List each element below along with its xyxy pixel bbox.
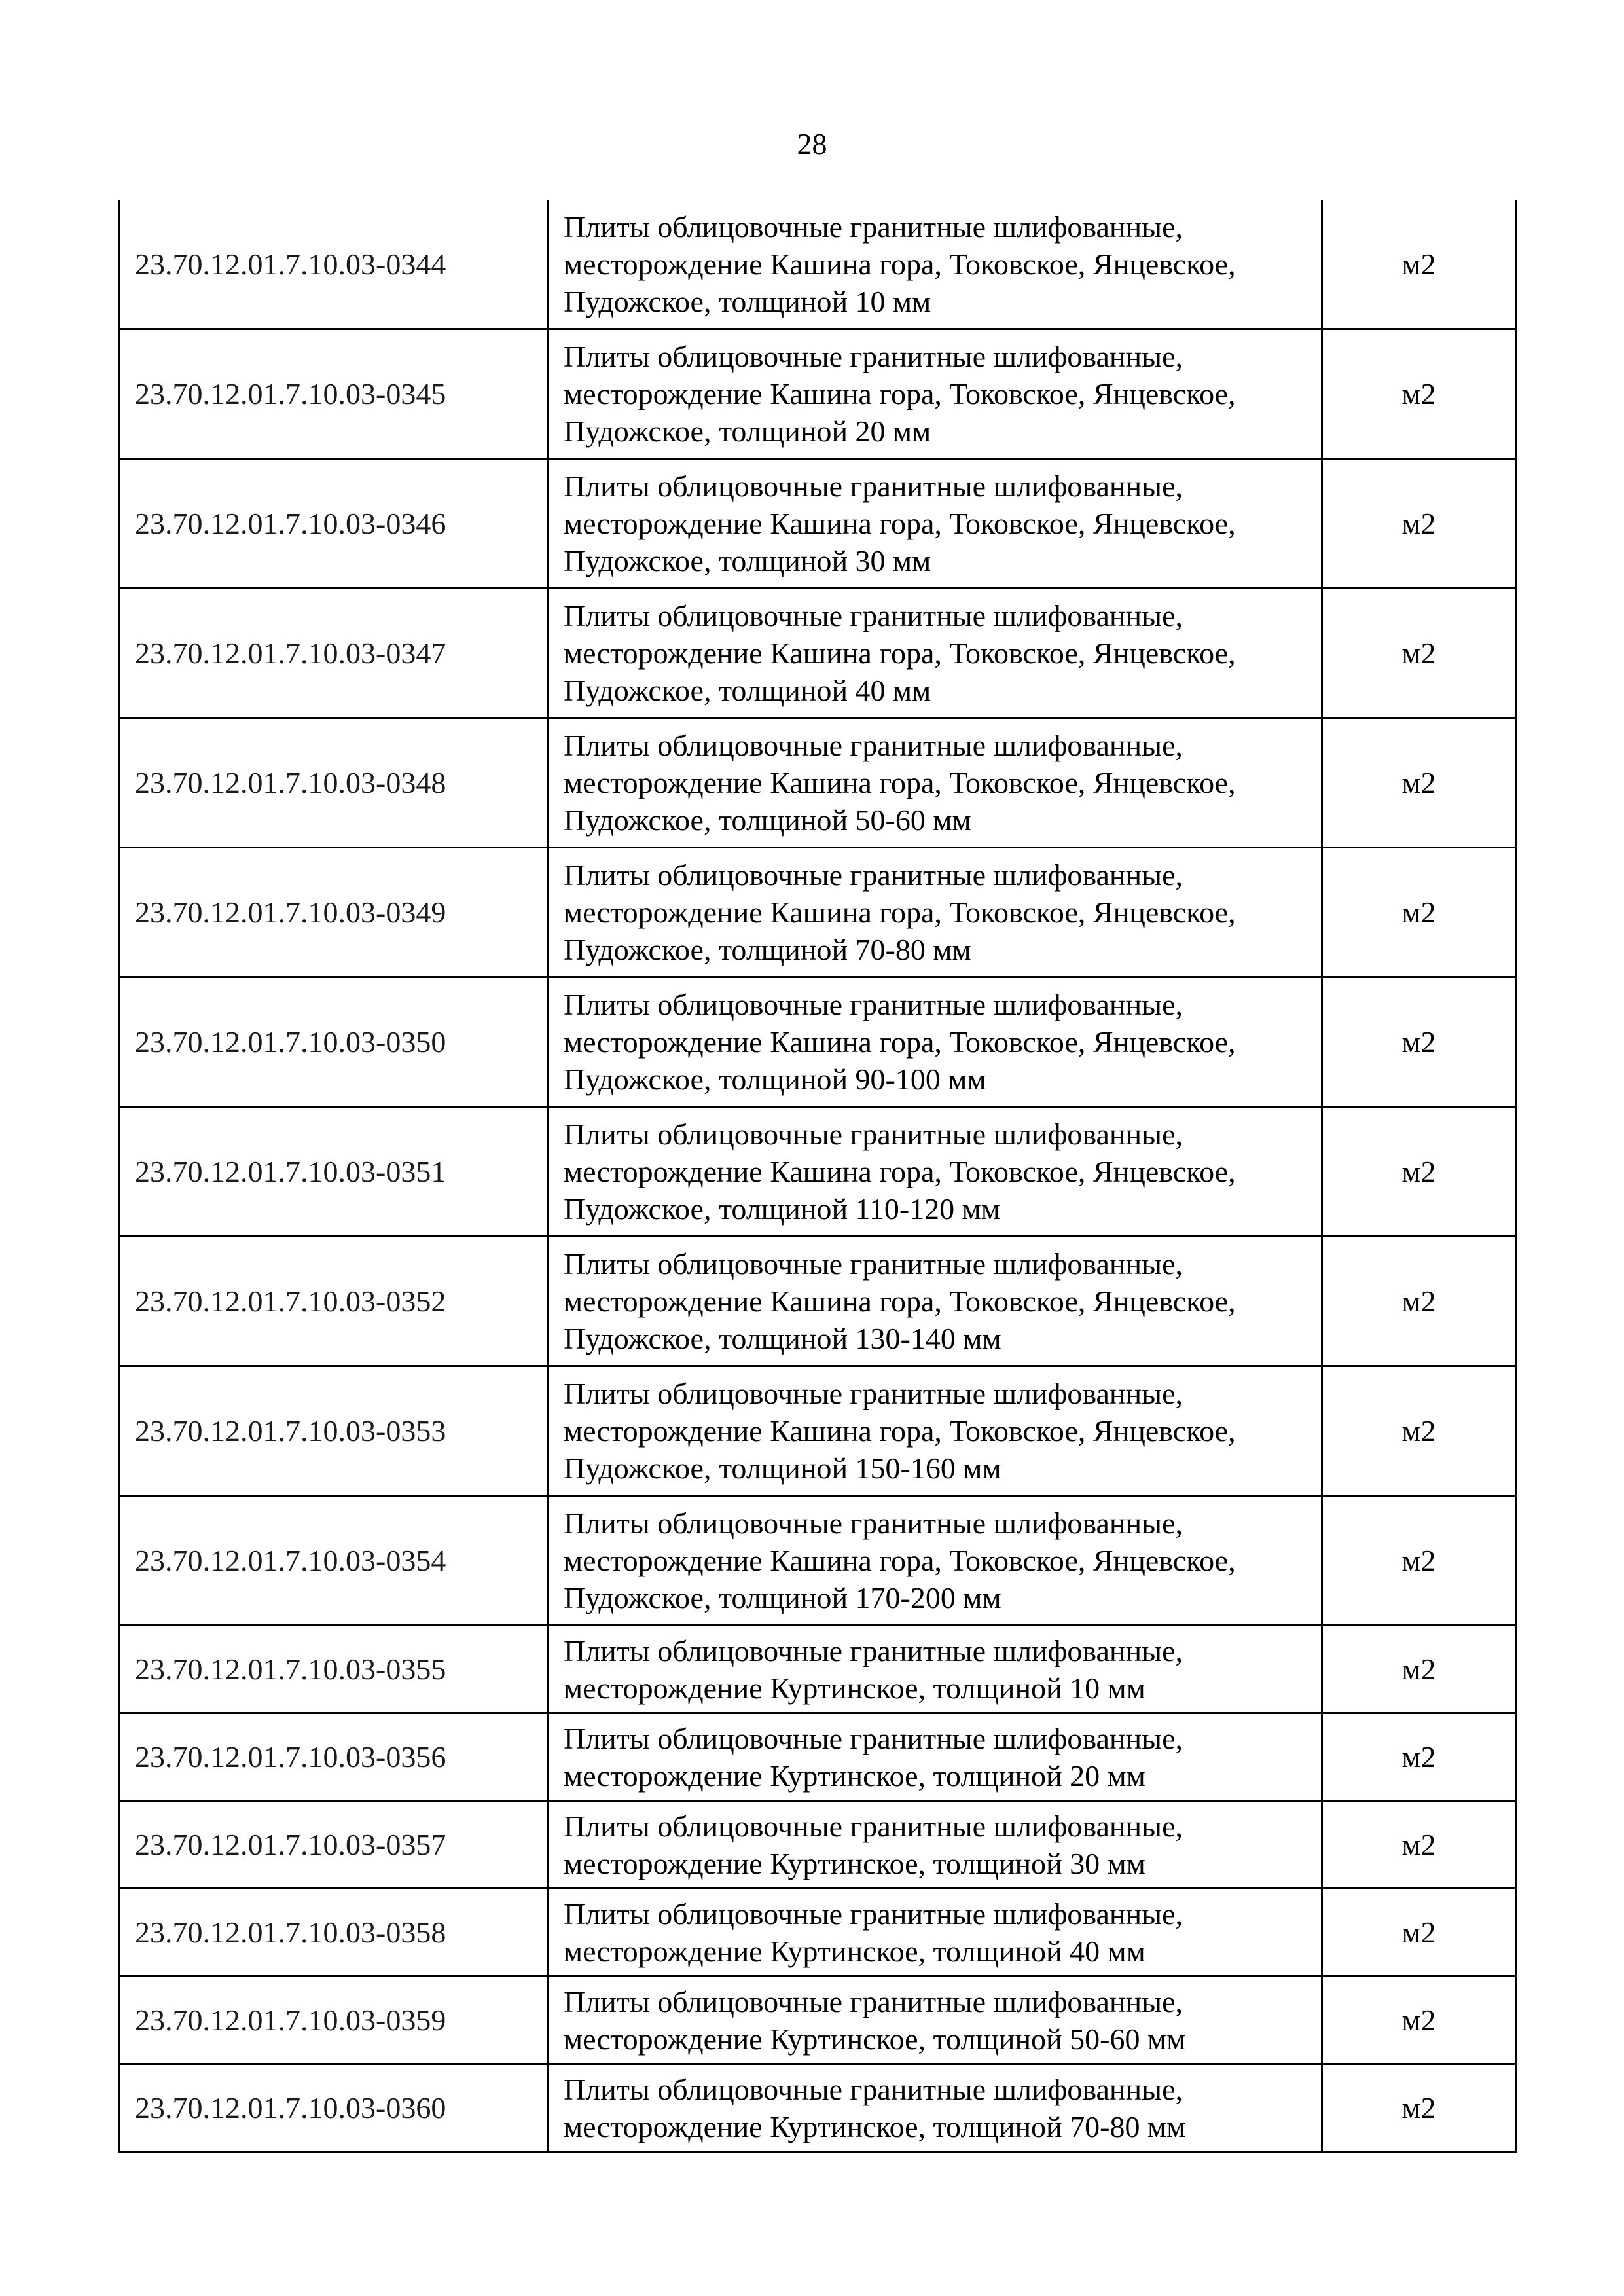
unit-of-measure: м2 bbox=[1322, 1107, 1516, 1237]
description-line: Плиты облицовочные гранитные шлифованные, bbox=[564, 1247, 1183, 1281]
resource-code: 23.70.12.01.7.10.03-0344 bbox=[120, 200, 549, 329]
description-line: месторождение Кашина гора, Токовское, Янцевское, bbox=[564, 1155, 1236, 1188]
unit-of-measure: м2 bbox=[1322, 1977, 1516, 2064]
unit-of-measure: м2 bbox=[1322, 1237, 1516, 1366]
description-line: месторождение Куртинское, толщиной 20 мм bbox=[564, 1758, 1146, 1793]
description-line: месторождение Кашина гора, Токовское, Янцевское, bbox=[564, 507, 1236, 540]
table-row bbox=[120, 1977, 1516, 2064]
resource-description bbox=[549, 718, 1322, 848]
resource-code: 23.70.12.01.7.10.03-0351 bbox=[120, 1107, 549, 1237]
unit-of-measure: м2 bbox=[1322, 718, 1516, 848]
resource-description bbox=[549, 1801, 1322, 1889]
table-row bbox=[120, 718, 1516, 848]
description-line: месторождение Кашина гора, Токовское, Янцевское, bbox=[564, 636, 1236, 670]
description-line: Пудожское, толщиной 30 мм bbox=[564, 544, 931, 577]
description-line: месторождение Кашина гора, Токовское, Янцевское, bbox=[564, 377, 1236, 410]
description-line: месторождение Куртинское, толщиной 30 мм bbox=[564, 1846, 1146, 1880]
resource-description bbox=[549, 1977, 1322, 2064]
description-line: месторождение Куртинское, толщиной 10 мм bbox=[564, 1671, 1146, 1705]
resource-description bbox=[549, 1889, 1322, 1977]
table-row bbox=[120, 1889, 1516, 1977]
table-row bbox=[120, 1626, 1516, 1713]
resource-code: 23.70.12.01.7.10.03-0359 bbox=[120, 1977, 549, 2064]
table-row bbox=[120, 1713, 1516, 1801]
description-line: Плиты облицовочные гранитные шлифованные, bbox=[564, 1897, 1183, 1931]
resource-description bbox=[549, 848, 1322, 977]
description-line: Плиты облицовочные гранитные шлифованные, bbox=[564, 210, 1183, 244]
description-line: Пудожское, толщиной 70-80 мм bbox=[564, 933, 971, 966]
resource-code: 23.70.12.01.7.10.03-0348 bbox=[120, 718, 549, 848]
unit-of-measure: м2 bbox=[1322, 589, 1516, 718]
resource-code: 23.70.12.01.7.10.03-0350 bbox=[120, 977, 549, 1107]
table-row bbox=[120, 1237, 1516, 1366]
unit-of-measure: м2 bbox=[1322, 1496, 1516, 1626]
description-line: Пудожское, толщиной 150-160 мм bbox=[564, 1451, 1001, 1485]
table-row bbox=[120, 459, 1516, 589]
unit-of-measure: м2 bbox=[1322, 200, 1516, 329]
resource-description bbox=[549, 589, 1322, 718]
description-line: Плиты облицовочные гранитные шлифованные, bbox=[564, 1809, 1183, 1843]
description-line: Пудожское, толщиной 110-120 мм bbox=[564, 1192, 1000, 1226]
description-line: Плиты облицовочные гранитные шлифованные, bbox=[564, 1721, 1183, 1755]
description-line: месторождение Кашина гора, Токовское, Янцевское, bbox=[564, 1414, 1236, 1448]
resource-description bbox=[549, 1713, 1322, 1801]
description-line: Плиты облицовочные гранитные шлифованные, bbox=[564, 469, 1183, 503]
description-line: Плиты облицовочные гранитные шлифованные, bbox=[564, 988, 1183, 1021]
resource-description bbox=[549, 1366, 1322, 1496]
table-row bbox=[120, 329, 1516, 459]
description-line: месторождение Кашина гора, Токовское, Янцевское, bbox=[564, 766, 1236, 799]
unit-of-measure: м2 bbox=[1322, 1889, 1516, 1977]
unit-of-measure: м2 bbox=[1322, 1626, 1516, 1713]
table-row bbox=[120, 1366, 1516, 1496]
resource-code: 23.70.12.01.7.10.03-0356 bbox=[120, 1713, 549, 1801]
unit-of-measure: м2 bbox=[1322, 1366, 1516, 1496]
description-line: месторождение Кашина гора, Токовское, Янцевское, bbox=[564, 247, 1236, 281]
resource-code: 23.70.12.01.7.10.03-0347 bbox=[120, 589, 549, 718]
page-number: 28 bbox=[797, 127, 827, 160]
unit-of-measure: м2 bbox=[1322, 977, 1516, 1107]
description-line: Пудожское, толщиной 90-100 мм bbox=[564, 1063, 986, 1096]
resource-table bbox=[118, 200, 1517, 2153]
description-line: месторождение Куртинское, толщиной 50-60 мм bbox=[564, 2022, 1186, 2056]
resource-code: 23.70.12.01.7.10.03-0358 bbox=[120, 1889, 549, 1977]
description-line: Пудожское, толщиной 50-60 мм bbox=[564, 803, 971, 837]
table-body bbox=[120, 200, 1516, 2152]
description-line: Плиты облицовочные гранитные шлифованные, bbox=[564, 340, 1183, 373]
resource-code: 23.70.12.01.7.10.03-0354 bbox=[120, 1496, 549, 1626]
description-line: Плиты облицовочные гранитные шлифованные, bbox=[564, 1118, 1183, 1151]
resource-code: 23.70.12.01.7.10.03-0353 bbox=[120, 1366, 549, 1496]
resource-description bbox=[549, 1496, 1322, 1626]
description-line: Пудожское, толщиной 10 мм bbox=[564, 285, 931, 318]
resource-code: 23.70.12.01.7.10.03-0349 bbox=[120, 848, 549, 977]
table-row bbox=[120, 1801, 1516, 1889]
description-line: Пудожское, толщиной 130-140 мм bbox=[564, 1322, 1001, 1355]
description-line: месторождение Куртинское, толщиной 70-80 мм bbox=[564, 2109, 1186, 2143]
description-line: Пудожское, толщиной 40 мм bbox=[564, 674, 931, 707]
table-row bbox=[120, 1496, 1516, 1626]
description-line: месторождение Кашина гора, Токовское, Янцевское, bbox=[564, 896, 1236, 929]
table-row bbox=[120, 200, 1516, 329]
description-line: месторождение Куртинское, толщиной 40 мм bbox=[564, 1934, 1146, 1968]
resource-description bbox=[549, 1626, 1322, 1713]
description-line: Плиты облицовочные гранитные шлифованные, bbox=[564, 2072, 1183, 2106]
unit-of-measure: м2 bbox=[1322, 1801, 1516, 1889]
description-line: Плиты облицовочные гранитные шлифованные, bbox=[564, 1506, 1183, 1540]
description-line: месторождение Кашина гора, Токовское, Янцевское, bbox=[564, 1285, 1236, 1318]
unit-of-measure: м2 bbox=[1322, 2064, 1516, 2152]
resource-code: 23.70.12.01.7.10.03-0357 bbox=[120, 1801, 549, 1889]
resource-code: 23.70.12.01.7.10.03-0355 bbox=[120, 1626, 549, 1713]
description-line: месторождение Кашина гора, Токовское, Янцевское, bbox=[564, 1544, 1236, 1577]
resource-description bbox=[549, 2064, 1322, 2152]
unit-of-measure: м2 bbox=[1322, 329, 1516, 459]
resource-description bbox=[549, 200, 1322, 329]
description-line: Плиты облицовочные гранитные шлифованные, bbox=[564, 858, 1183, 892]
resource-code: 23.70.12.01.7.10.03-0345 bbox=[120, 329, 549, 459]
table-row bbox=[120, 848, 1516, 977]
resource-description bbox=[549, 1107, 1322, 1237]
resource-description bbox=[549, 1237, 1322, 1366]
resource-description bbox=[549, 459, 1322, 589]
description-line: Плиты облицовочные гранитные шлифованные, bbox=[564, 1633, 1183, 1667]
table-row bbox=[120, 1107, 1516, 1237]
description-line: Плиты облицовочные гранитные шлифованные, bbox=[564, 599, 1183, 632]
resource-code: 23.70.12.01.7.10.03-0352 bbox=[120, 1237, 549, 1366]
resource-code: 23.70.12.01.7.10.03-0346 bbox=[120, 459, 549, 589]
description-line: Плиты облицовочные гранитные шлифованные, bbox=[564, 1377, 1183, 1410]
unit-of-measure: м2 bbox=[1322, 848, 1516, 977]
description-line: месторождение Кашина гора, Токовское, Янцевское, bbox=[564, 1025, 1236, 1059]
description-line: Пудожское, толщиной 20 мм bbox=[564, 414, 931, 448]
table-row bbox=[120, 2064, 1516, 2152]
table-row bbox=[120, 977, 1516, 1107]
unit-of-measure: м2 bbox=[1322, 459, 1516, 589]
description-line: Плиты облицовочные гранитные шлифованные, bbox=[564, 729, 1183, 762]
table-row bbox=[120, 589, 1516, 718]
description-line: Пудожское, толщиной 170-200 мм bbox=[564, 1581, 1001, 1614]
description-line: Плиты облицовочные гранитные шлифованные, bbox=[564, 1984, 1183, 2018]
resource-description bbox=[549, 977, 1322, 1107]
unit-of-measure: м2 bbox=[1322, 1713, 1516, 1801]
resource-code: 23.70.12.01.7.10.03-0360 bbox=[120, 2064, 549, 2152]
resource-description bbox=[549, 329, 1322, 459]
